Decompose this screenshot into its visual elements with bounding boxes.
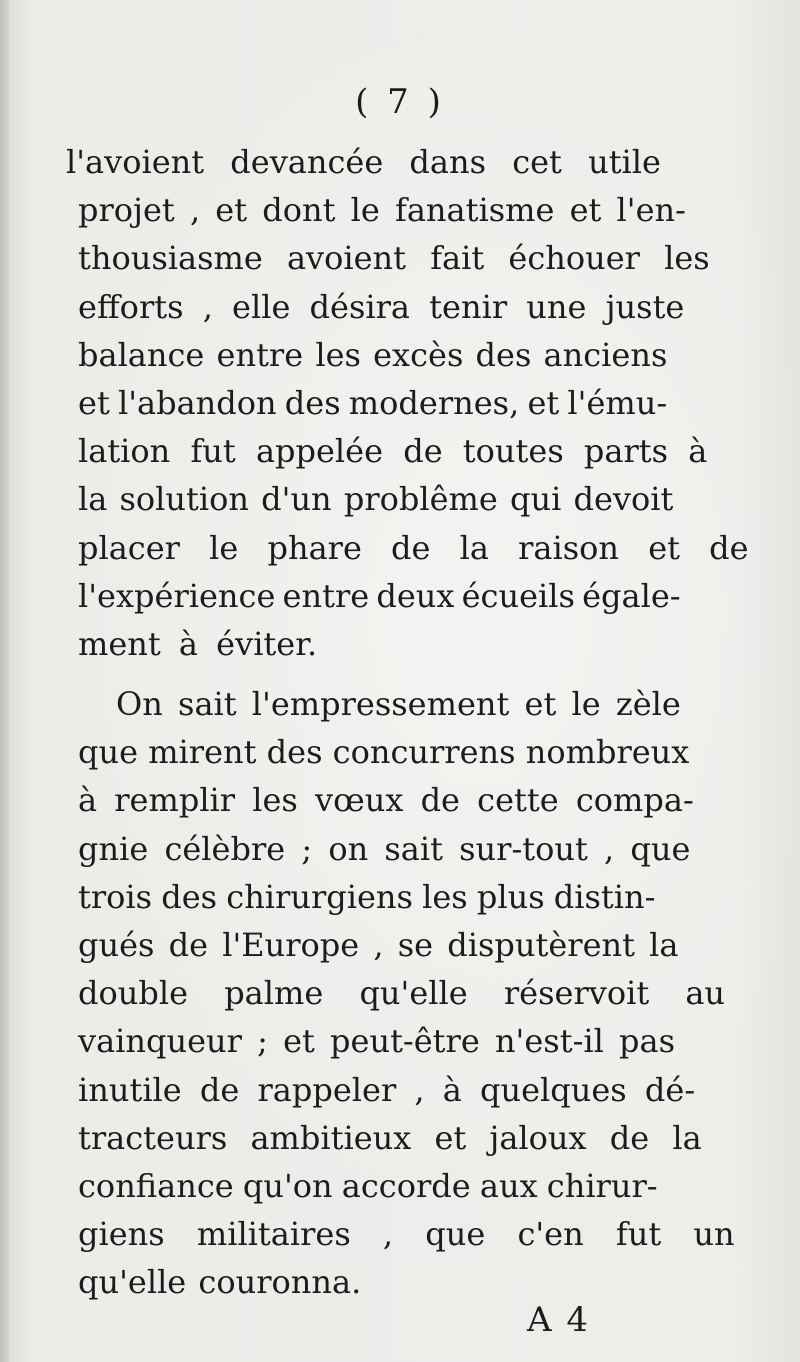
text-line: à remplir les vœux de cette compa- [78,781,694,820]
text-line: giens militaires , que c'en fut un [78,1215,735,1254]
page-number: ( 7 ) [355,82,445,122]
text-line: l'expérience entre deux écueils égale- [78,576,681,615]
text-line: On sait l'empressement et le zèle [116,685,681,723]
text-line: balance entre les excès des anciens [78,335,668,374]
text-line: vainqueur ; et peut-être n'est-il pas [78,1022,675,1061]
text-line: l'avoient devancée dans cet utile [66,143,661,181]
paragraph-2 [78,680,735,1306]
text-line: double palme qu'elle réservoit au [78,974,726,1013]
page-edge [0,0,9,1362]
text-line: que mirent des concurrens nombreux [78,733,690,772]
text-line: projet , et dont le fanatisme et l'en- [78,191,686,230]
text-line: trois des chirurgiens les plus distin- [78,877,656,916]
text-line: efforts , elle désira tenir une juste [78,287,685,326]
text-line: ment à éviter. [78,624,318,663]
paragraph-1 [66,138,749,668]
text-line: et l'abandon des modernes, et l'ému- [78,383,668,422]
text-line: confiance qu'on accorde aux chirur- [78,1166,658,1205]
text-line: inutile de rappeler , à quelques dé- [78,1070,696,1109]
text-line: gués de l'Europe , se disputèrent la [78,925,679,964]
text-line: gnie célèbre ; on sait sur-tout , que [78,829,691,868]
text-line: lation fut appelée de toutes parts à [78,432,708,471]
text-line: qu'elle couronna. [78,1263,362,1302]
signature-mark: A 4 [527,1300,590,1340]
text-line: placer le phare de la raison et de [78,528,749,567]
text-line: thousiasme avoient fait échouer les [78,239,710,278]
text-line: tracteurs ambitieux et jaloux de la [78,1118,702,1157]
text-line: la solution d'un problême qui devoit [78,480,674,519]
